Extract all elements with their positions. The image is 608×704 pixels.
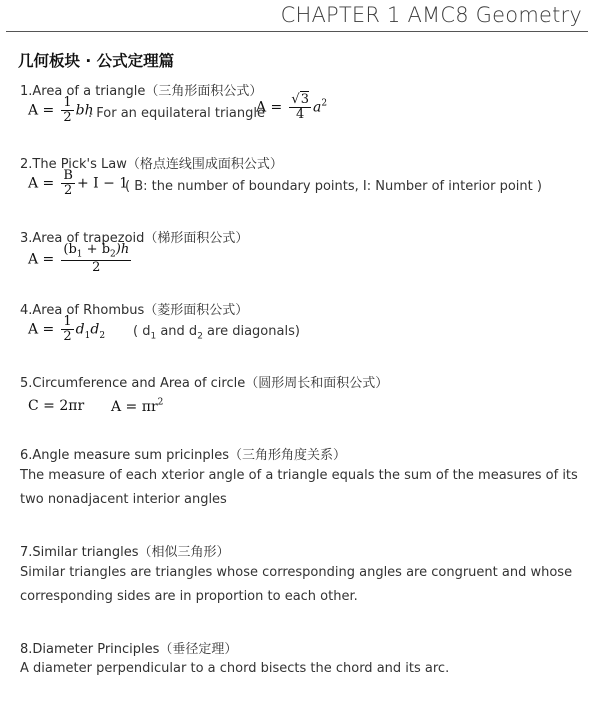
formula-text: A = πr (111, 399, 158, 415)
fraction-denominator: 2 (92, 260, 101, 276)
formula-term: d (75, 321, 85, 338)
rhombus-note (133, 324, 300, 342)
subscript: 1 (150, 331, 157, 342)
item-6-line-2: two nonadjacent interior angles (20, 492, 227, 507)
item-8-heading: 8.Diameter Principles（垂径定理） (20, 642, 238, 657)
fraction-numerator (289, 93, 311, 108)
formula-tail: bh (75, 102, 94, 119)
trapezoid-area-formula (28, 243, 133, 275)
fraction (61, 96, 73, 124)
formula-tail: a (312, 99, 322, 116)
numerator-part: + b (82, 242, 111, 257)
formula-lhs: A = (28, 321, 55, 338)
picks-law-formula (28, 169, 128, 197)
exponent: 2 (321, 98, 328, 109)
item-8-line-1: A diameter perpendicular to a chord bisects the chord and its arc. (20, 661, 450, 676)
note-part: and d (156, 324, 198, 339)
item-2-heading: 2.The Pick's Law（格点连线围成面积公式） (20, 157, 283, 172)
formula-lhs: A = (28, 251, 55, 268)
note-part: ( d (133, 324, 151, 339)
item-1-heading: 1.Area of a triangle（三角形面积公式） (20, 84, 263, 99)
fraction (61, 315, 73, 343)
numerator-part: )h (115, 242, 130, 257)
fraction (289, 93, 311, 121)
sqrt-radicand: 3 (300, 92, 309, 107)
section-title: 几何板块 · 公式定理篇 (18, 52, 175, 70)
item-6-heading: 6.Angle measure sum pricinples（三角形角度关系） (20, 448, 347, 463)
item-6-line-1: The measure of each xterior angle of a triangle equals the sum of the measures of its (20, 468, 578, 483)
item-7-line-1: Similar triangles are triangles whose corresponding angles are congruent and whose (20, 565, 573, 580)
header-divider (6, 31, 588, 32)
fraction-numerator (61, 243, 131, 261)
fraction-denominator: 2 (63, 109, 72, 125)
picks-law-note: ( B: the number of boundary points, I: Number of interior point ) (125, 179, 542, 194)
subscript: 2 (99, 330, 106, 341)
item-3-heading: 3.Area of trapezoid（梯形面积公式） (20, 231, 249, 246)
item-7-heading: 7.Similar triangles（相似三角形） (20, 545, 230, 560)
numerator-part: (b (63, 242, 77, 257)
triangle-area-formula (28, 96, 94, 124)
fraction-denominator: 2 (63, 328, 72, 344)
subscript: 2 (197, 331, 203, 342)
fraction-denominator: 4 (296, 106, 305, 122)
note-part: are diagonals) (202, 324, 300, 339)
equilateral-note: . For an equilateral triangle (88, 106, 265, 121)
item-4-heading: 4.Area of Rhombus（菱形面积公式） (20, 303, 249, 318)
chapter-title: CHAPTER 1 AMC8 Geometry (280, 3, 582, 27)
subscript: 1 (84, 330, 91, 341)
subscript: 1 (76, 249, 83, 260)
item-7-line-2: corresponding sides are in proportion to each other. (20, 589, 358, 604)
equilateral-area-formula (256, 93, 327, 121)
formula-lhs: A = (28, 175, 55, 192)
circumference-formula: C = 2πr (28, 398, 85, 414)
formula-term: d (90, 321, 100, 338)
rhombus-area-formula (28, 315, 105, 343)
subscript: 2 (110, 249, 116, 260)
fraction-numerator: 1 (63, 95, 72, 110)
formula-lhs: A = (28, 102, 55, 119)
fraction (61, 169, 75, 197)
item-5-heading: 5.Circumference and Area of circle（圆形周长和面积公式） (20, 376, 389, 391)
exponent: 2 (157, 397, 164, 408)
fraction-numerator: B (63, 168, 73, 183)
circle-area-formula (111, 396, 163, 415)
formula-lhs: A = (256, 99, 283, 116)
fraction-numerator: 1 (63, 314, 72, 329)
fraction-denominator: 2 (64, 182, 73, 198)
formula-tail: + I − 1 (76, 175, 129, 192)
sqrt-sign: √ (291, 92, 300, 107)
fraction (61, 243, 131, 275)
